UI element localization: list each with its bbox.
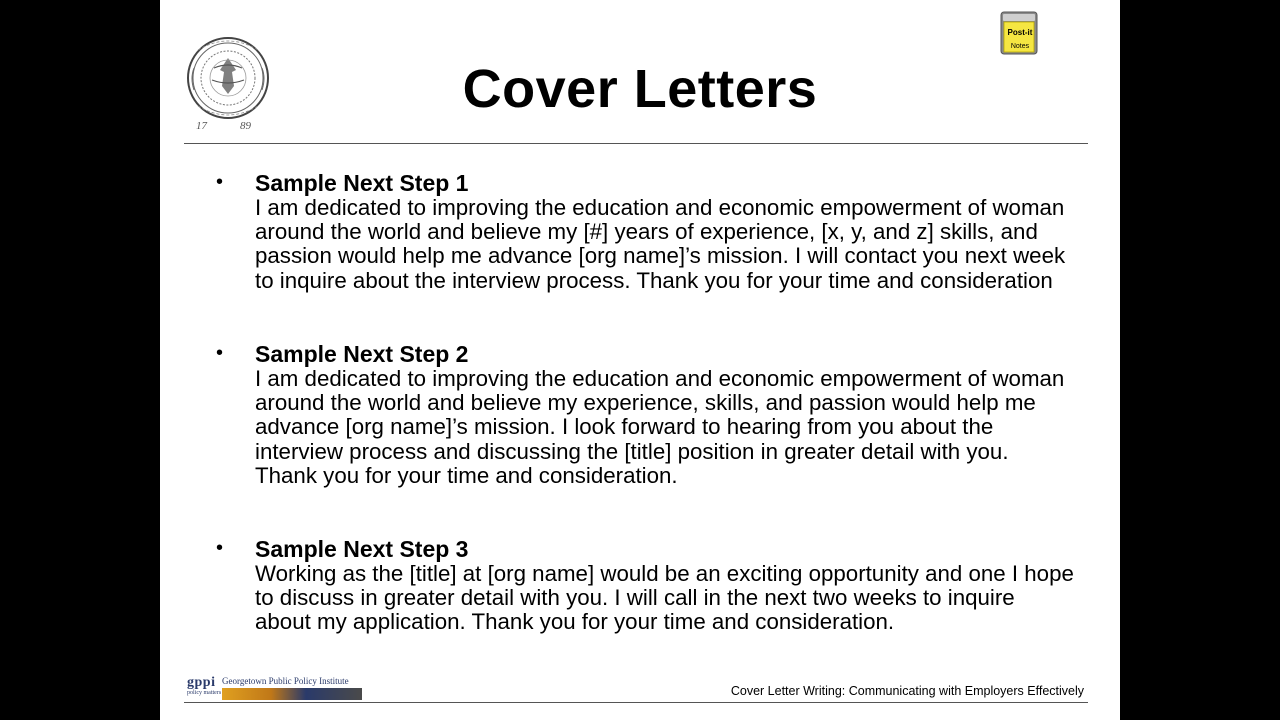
- seal-year-right: 89: [240, 120, 251, 132]
- slide-title: Cover Letters: [462, 59, 818, 119]
- item-heading: Sample Next Step 1: [255, 170, 469, 196]
- bullet-icon: •: [216, 171, 224, 193]
- item-heading: Sample Next Step 2: [255, 341, 469, 367]
- list-item: [216, 536, 1075, 635]
- item-heading: Sample Next Step 3: [255, 536, 469, 562]
- gppi-logo-banner: [222, 688, 362, 700]
- gppi-logo-tagline: policy matters: [187, 690, 222, 696]
- bullet-icon: •: [216, 537, 224, 559]
- bullet-icon: •: [216, 342, 224, 364]
- gppi-logo-letters: gppi: [187, 675, 216, 690]
- post-it-label: Post-it: [1007, 28, 1033, 37]
- list-item: [216, 170, 1075, 293]
- footer-divider: [184, 702, 1088, 703]
- title-divider: [184, 143, 1088, 144]
- item-body: Working as the [title] at [org name] would be an exciting opportunity and one I hope to discuss in greater detail with you. I will call in the next two weeks to inquire about my application. Thank you for your time and consideration.: [255, 561, 1074, 635]
- footer-caption: Cover Letter Writing: Communicating with Employers Effectively: [730, 684, 1084, 698]
- item-body: I am dedicated to improving the education and economic empowerment of woman around the world and believe my [#] years of experience, [x, y, and z] skills, and passion would help me advance [org name]’s mission. I will contact you next week to inquire about the interview process. Thank you for your time and consideration: [255, 195, 1066, 293]
- gppi-logo-name: Georgetown Public Policy Institute: [222, 676, 349, 686]
- slide: [160, 0, 1120, 720]
- post-it-notes-icon[interactable]: [1000, 11, 1038, 55]
- post-it-sublabel: Notes: [1010, 43, 1030, 50]
- gppi-logo: [184, 674, 364, 702]
- seal-year-left: 17: [196, 120, 207, 132]
- item-body: I am dedicated to improving the education and economic empowerment of woman around the world and believe my experience, skills, and passion would help me advance [org name]’s mission. I look forward to hearing from you about the interview process and discussing the [title] position in greater detail with you. Thank you for your time and consideration.: [255, 366, 1065, 488]
- list-item: [216, 341, 1075, 488]
